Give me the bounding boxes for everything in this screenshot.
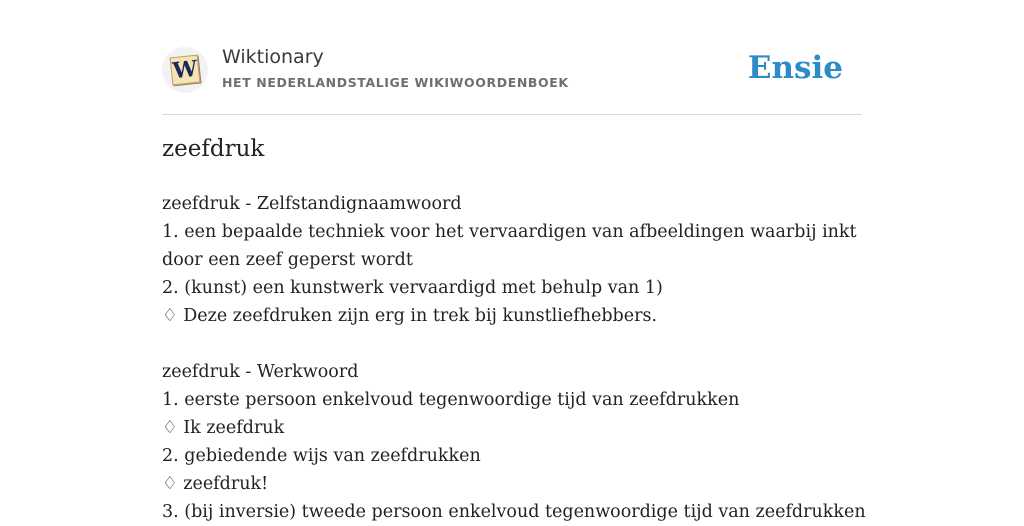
entry-heading-noun: zeefdruk - Zelfstandignaamwoord: [162, 194, 462, 214]
example-line: ♢ Deze zeefdruken zijn erg in trek bij kunstliefhebbers.: [162, 306, 658, 326]
definition-line: 2. (kunst) een kunstwerk vervaardigd met behulp van 1): [162, 278, 663, 298]
entry-heading-verb: zeefdruk - Werkwoord: [162, 362, 359, 382]
definition-content: [162, 190, 866, 526]
site-name[interactable]: Wiktionary: [222, 46, 324, 68]
page-title: zeefdruk: [162, 136, 265, 162]
site-subtitle: HET NEDERLANDSTALIGE WIKIWOORDENBOEK: [222, 75, 569, 90]
wiktionary-logo[interactable]: [162, 47, 208, 93]
example-line: ♢ zeefdruk!: [162, 474, 269, 494]
ensie-brand-logo[interactable]: Ensie: [747, 50, 843, 86]
definition-line: 1. een bepaalde techniek voor het vervaardigen van afbeeldingen waarbij inkt door een zeef geperst wordt: [162, 222, 857, 270]
article-card: [162, 0, 866, 522]
entry-spacer: [162, 330, 862, 358]
definition-line: 2. gebiedende wijs van zeefdrukken: [162, 446, 481, 466]
site-header: [162, 44, 862, 115]
definition-line: 3. (bij inversie) tweede persoon enkelvoud tegenwoordige tijd van zeefdrukken: [162, 502, 866, 522]
example-line: ♢ Ik zeefdruk: [162, 418, 285, 438]
wiktionary-logo-icon: W: [171, 55, 199, 85]
definition-line: 1. eerste persoon enkelvoud tegenwoordige tijd van zeefdrukken: [162, 390, 740, 410]
